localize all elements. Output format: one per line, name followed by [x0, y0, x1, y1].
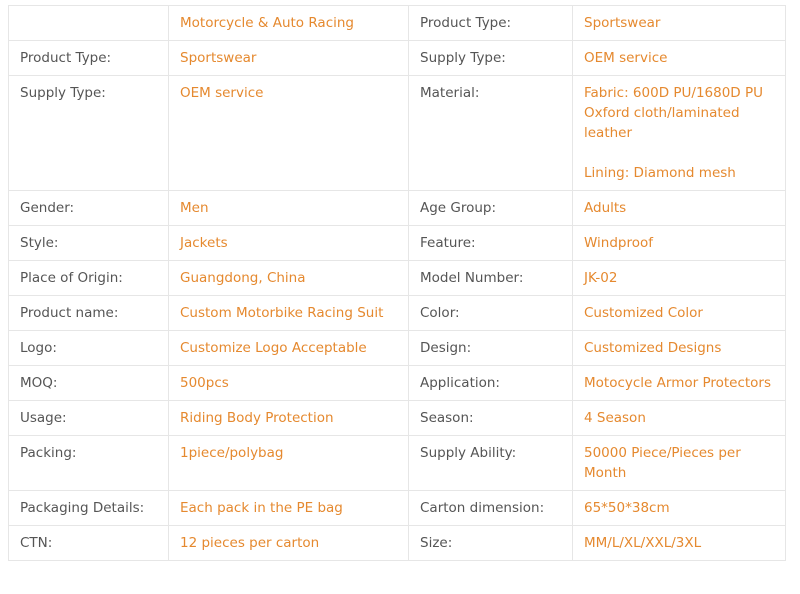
- spec-key: Packaging Details:: [9, 491, 169, 526]
- spec-key: Usage:: [9, 401, 169, 436]
- spec-key: Color:: [409, 296, 573, 331]
- spec-value: Jackets: [169, 226, 409, 261]
- table-row: [9, 331, 786, 366]
- product-spec-table: [8, 5, 786, 561]
- table-row: [9, 41, 786, 76]
- spec-value: Riding Body Protection: [169, 401, 409, 436]
- spec-key: Material:: [409, 76, 573, 191]
- spec-key: Age Group:: [409, 191, 573, 226]
- spec-value: 4 Season: [573, 401, 786, 436]
- spec-value: 50000 Piece/Pieces per Month: [573, 436, 786, 491]
- table-row: [9, 401, 786, 436]
- spec-key: CTN:: [9, 526, 169, 561]
- spec-value: Motocycle Armor Protectors: [573, 366, 786, 401]
- spec-key: Product name:: [9, 296, 169, 331]
- spec-value: Customized Designs: [573, 331, 786, 366]
- spec-key: Packing:: [9, 436, 169, 491]
- spec-key: Supply Type:: [409, 41, 573, 76]
- table-row: [9, 436, 786, 491]
- spec-value: Windproof: [573, 226, 786, 261]
- table-row: [9, 526, 786, 561]
- spec-value: 500pcs: [169, 366, 409, 401]
- spec-key: Supply Ability:: [409, 436, 573, 491]
- spec-key: Place of Origin:: [9, 261, 169, 296]
- spec-key: Carton dimension:: [409, 491, 573, 526]
- spec-value: Adults: [573, 191, 786, 226]
- spec-value: 65*50*38cm: [573, 491, 786, 526]
- table-row: [9, 296, 786, 331]
- spec-key: Product Type:: [9, 41, 169, 76]
- spec-value: OEM service: [169, 76, 409, 191]
- spec-value: Sportswear: [169, 41, 409, 76]
- spec-value: 12 pieces per carton: [169, 526, 409, 561]
- spec-value: Guangdong, China: [169, 261, 409, 296]
- spec-key: Supply Type:: [9, 76, 169, 191]
- spec-key: Logo:: [9, 331, 169, 366]
- spec-value: OEM service: [573, 41, 786, 76]
- spec-value: Each pack in the PE bag: [169, 491, 409, 526]
- table-row: [9, 366, 786, 401]
- table-row: [9, 491, 786, 526]
- table-row: [9, 261, 786, 296]
- spec-value: Customize Logo Acceptable: [169, 331, 409, 366]
- spec-key: Application:: [409, 366, 573, 401]
- table-row: [9, 76, 786, 191]
- spec-value: Fabric: 600D PU/1680D PU Oxford cloth/laminated leather Lining: Diamond mesh: [573, 76, 786, 191]
- spec-key: Feature:: [409, 226, 573, 261]
- spec-key: Design:: [409, 331, 573, 366]
- spec-key: Model Number:: [409, 261, 573, 296]
- spec-key: Size:: [409, 526, 573, 561]
- table-row: [9, 6, 786, 41]
- spec-value: JK-02: [573, 261, 786, 296]
- spec-key: Season:: [409, 401, 573, 436]
- spec-key: Style:: [9, 226, 169, 261]
- spec-value: 1piece/polybag: [169, 436, 409, 491]
- spec-value: Customized Color: [573, 296, 786, 331]
- spec-value: Men: [169, 191, 409, 226]
- spec-key: Product Type:: [409, 6, 573, 41]
- spec-value: Custom Motorbike Racing Suit: [169, 296, 409, 331]
- spec-key: Gender:: [9, 191, 169, 226]
- table-row: [9, 226, 786, 261]
- table-row: [9, 191, 786, 226]
- spec-key: [9, 6, 169, 41]
- spec-value: Motorcycle & Auto Racing: [169, 6, 409, 41]
- spec-value: Sportswear: [573, 6, 786, 41]
- spec-key: MOQ:: [9, 366, 169, 401]
- spec-table-body: [9, 6, 786, 561]
- spec-value: MM/L/XL/XXL/3XL: [573, 526, 786, 561]
